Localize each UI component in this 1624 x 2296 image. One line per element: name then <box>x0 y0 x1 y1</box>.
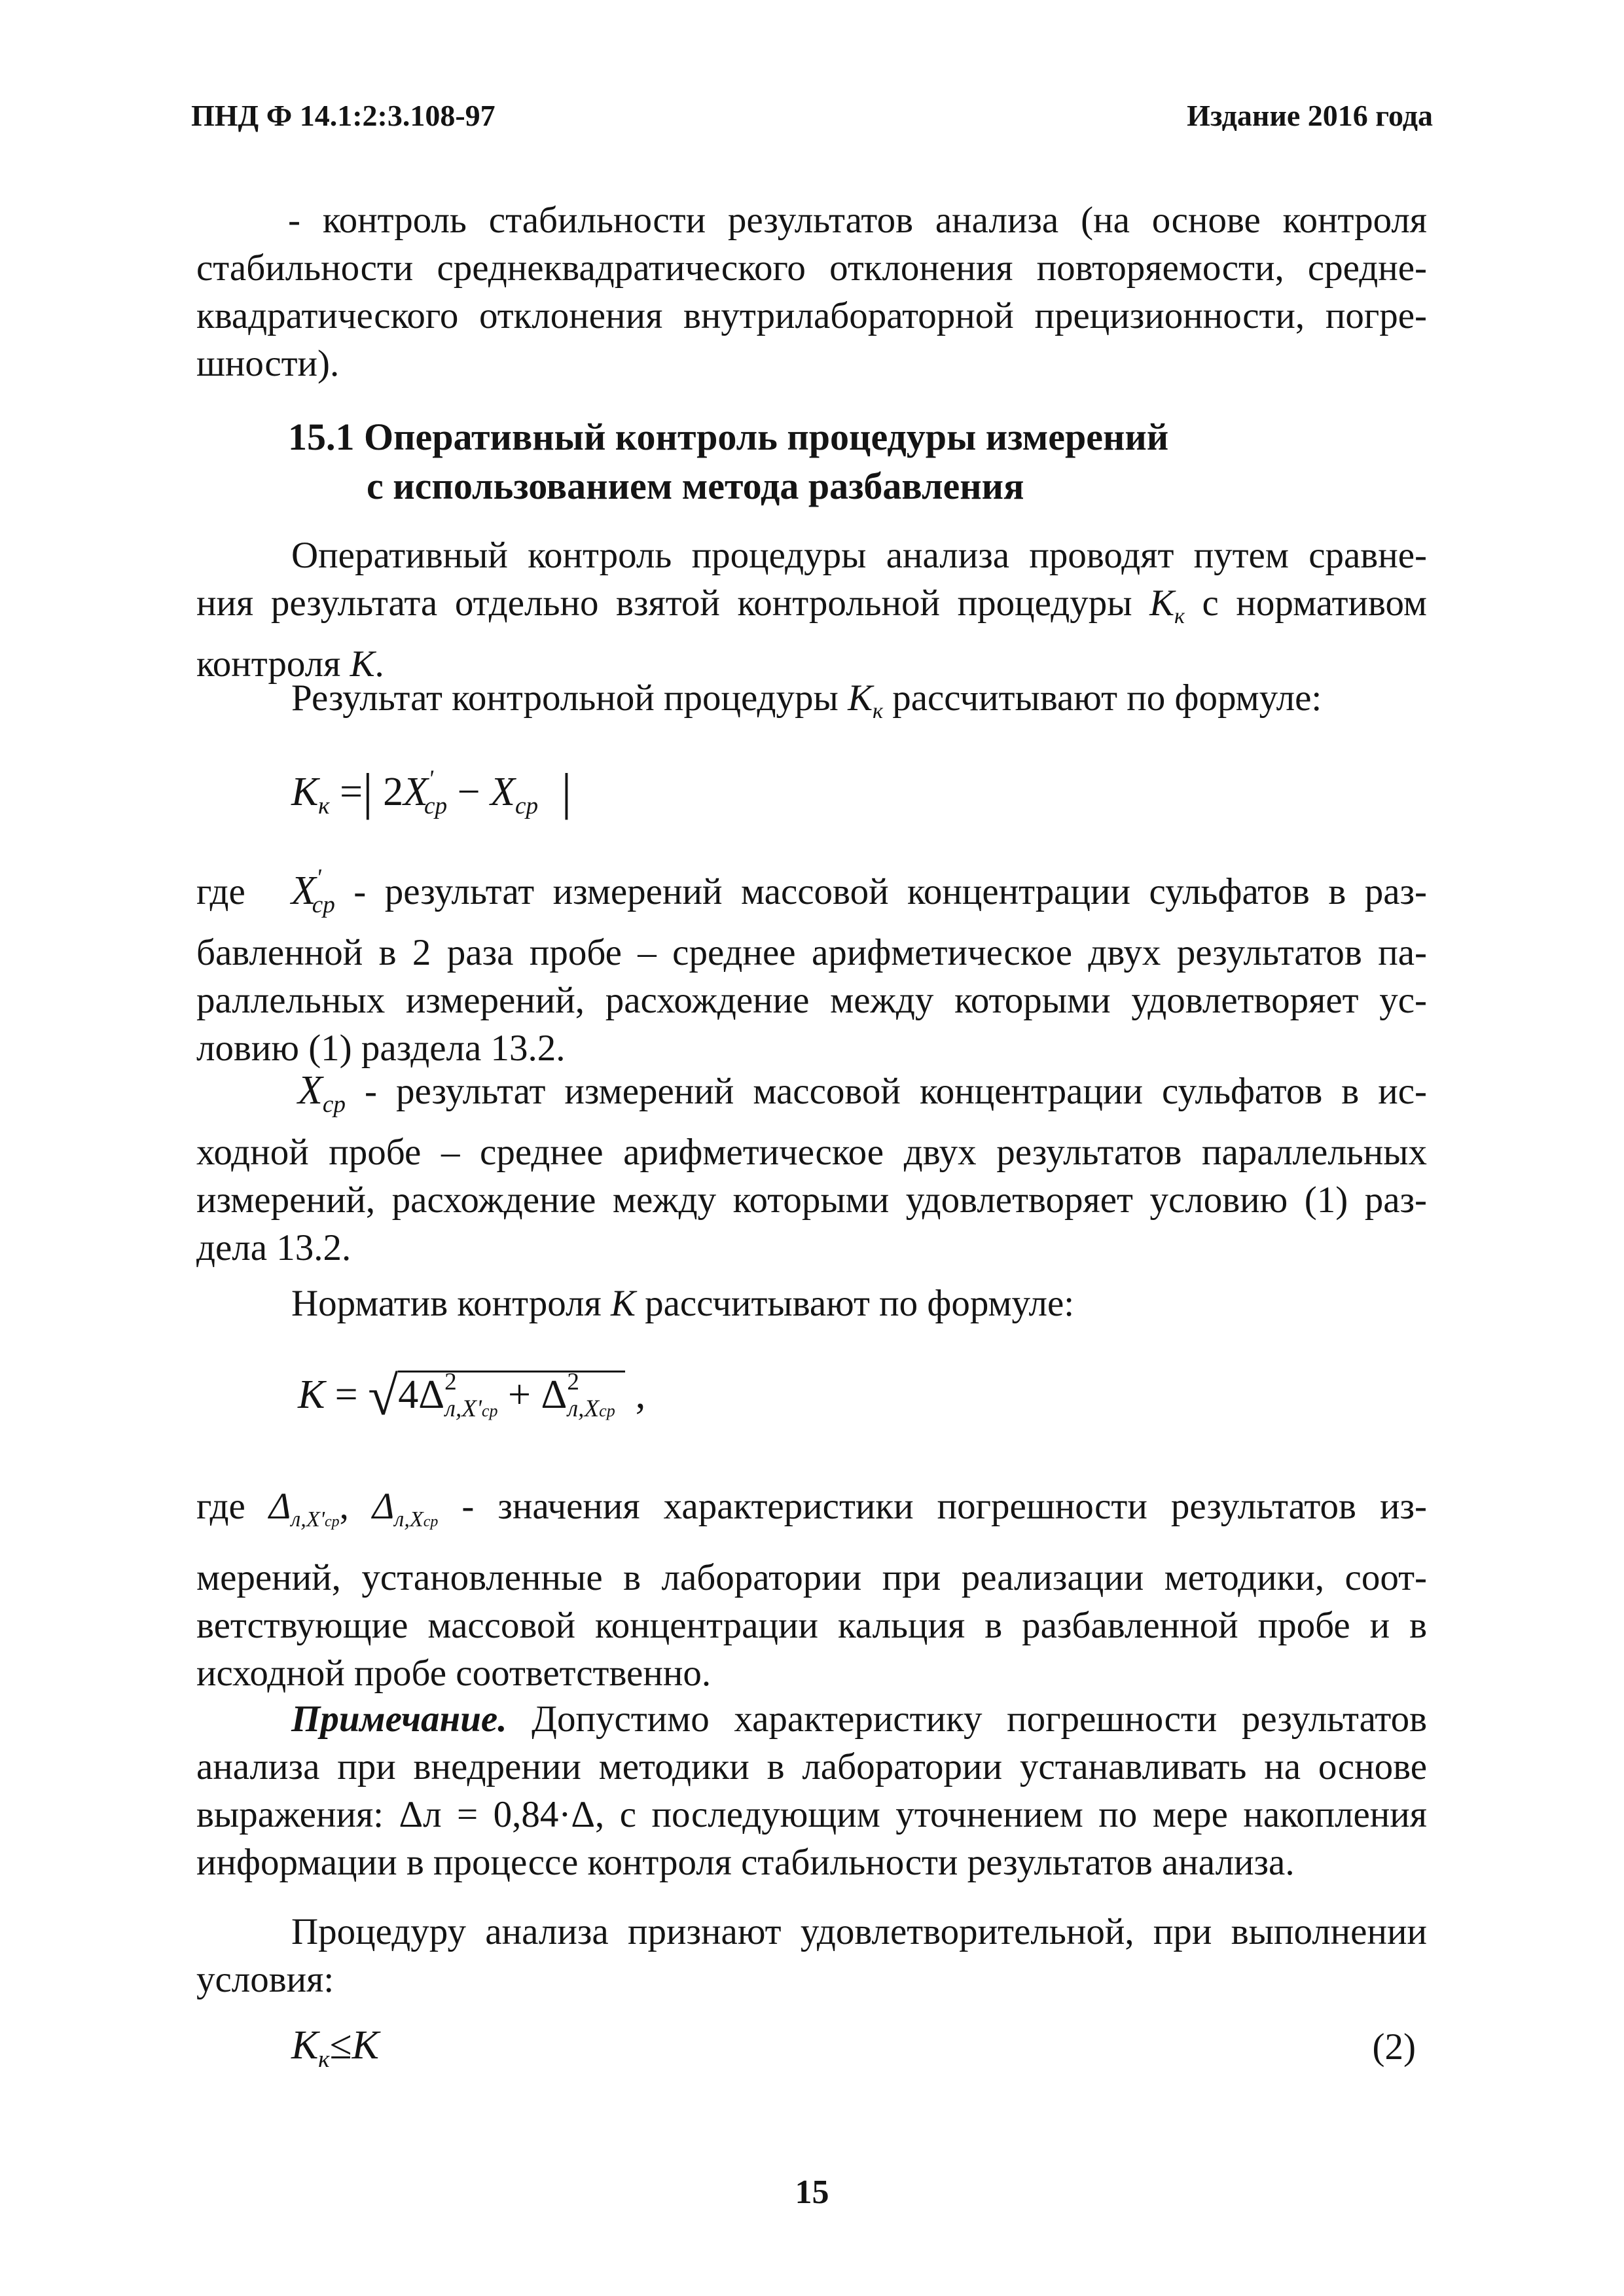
symbol-k: К <box>610 1283 636 1324</box>
paragraph-k-calc <box>196 1280 1427 1327</box>
formula-condition: $К_к\le К$ <box>291 2023 379 2073</box>
para3-line-1: Норматив контроля К рассчитывают по формуле: <box>291 1283 1075 1324</box>
intro-line-3: квадратического отклонения внутрилабораторной прецизионности, погре- <box>196 295 1427 336</box>
where2-line-1: $X_{ср}$ - результат измерений массовой концентрации сульфатов в ис- <box>298 1068 1428 1119</box>
where3-line-4: исходной пробе соответственно. <box>196 1652 712 1694</box>
para4-line-1: Процедуру анализа признают удовлетворительной, при выполнении <box>291 1911 1427 1952</box>
sqrt-radicand: $4\Delta^2_{л,X'ср} + \Delta^2_{л,Xср}$ <box>398 1368 625 1423</box>
page-number: 15 <box>795 2174 829 2211</box>
para1-line-2: ния результата отдельно взятой контрольной процедуры $К_к$ с нормативом <box>196 583 1427 628</box>
note-line-1: Примечание. Допустимо характеристику погрешности результатов <box>291 1698 1427 1740</box>
where1-line-3: раллельных измерений, расхождение между которыми удовлетворяет ус- <box>196 979 1427 1021</box>
para1-line-3: контроля К. <box>196 643 384 685</box>
where1-line-4: ловию (1) раздела 13.2. <box>196 1027 566 1069</box>
symbol-delta-l-x-prime: $\Delta_{л,X'ср}$ <box>268 1486 340 1532</box>
symbol-x-cp: $X_{ср}$ <box>298 1068 346 1119</box>
note-line-2: анализа при внедрении методики в лаборатории устанавливать на основе <box>196 1746 1427 1787</box>
intro-paragraph <box>196 196 1427 387</box>
symbol-x-prime-cp: $X'_{ср}$ <box>291 865 335 918</box>
paragraph-kk-calc <box>196 674 1427 735</box>
note-line-4: информации в процессе контроля стабильности результатов анализа. <box>196 1842 1295 1883</box>
section-heading-line-1: 15.1 Оперативный контроль процедуры измерений <box>288 416 1169 458</box>
note-block <box>196 1695 1427 1886</box>
para2-line-1: Результат контрольной процедуры $К_к$ рассчитывают по формуле: <box>291 677 1322 723</box>
where3-line-2: мерений, установленные в лаборатории при реализации методики, соот- <box>196 1556 1427 1598</box>
formula-k: К = √ $4\Delta^2_{л,X'ср} + \Delta^2_{л,Xср}$ , <box>298 1366 646 1427</box>
definition-x-prime <box>196 854 1427 1072</box>
symbol-kk: $К_к$ <box>1149 583 1185 628</box>
equation-number: (2) <box>1372 2026 1416 2068</box>
paragraph-operational-control <box>196 531 1427 688</box>
where2-line-4: дела 13.2. <box>196 1227 352 1269</box>
intro-line-4: шности). <box>196 343 340 384</box>
para1-line-1: Оперативный контроль процедуры анализа проводят путем сравне- <box>291 535 1427 576</box>
note-line-3: выражения: Δл = 0,84·Δ, с последующим уточнением по мере накопления <box>196 1794 1427 1835</box>
sqrt-sign: √ <box>368 1366 399 1427</box>
symbol-kk: $К_к$ <box>848 677 883 723</box>
formula-kk: $К_к$ =| $2X'_{ср} - X_{ср}$ | <box>291 763 572 820</box>
where2-line-2: ходной пробе – среднее арифметическое двух результатов параллельных <box>196 1132 1427 1174</box>
where3-line-1: где $\Delta_{л,X'ср}$, $\Delta_{л,Xср}$ - значения характеристики погрешности результатов из- <box>196 1486 1428 1532</box>
section-heading <box>288 412 1168 511</box>
document-code: ПНД Ф 14.1:2:3.108-97 <box>191 99 496 132</box>
para4-line-2: условия: <box>196 1959 334 2000</box>
definition-delta <box>196 1482 1427 1697</box>
intro-line-2: стабильности среднеквадратического отклонения повторяемости, средне- <box>196 247 1427 289</box>
paragraph-condition <box>196 1908 1427 2003</box>
definition-x-cp <box>196 1067 1427 1272</box>
intro-line-1: - контроль стабильности результатов анализа (на основе контроля <box>288 200 1427 241</box>
where3-line-3: ветствующие массовой концентрации кальция в разбавленной пробе и в <box>196 1604 1427 1646</box>
where1-line-1: где $X'_{ср}$ - результат измерений массовой концентрации сульфатов в раз- <box>196 865 1427 918</box>
symbol-k: К <box>350 643 375 685</box>
where1-line-2: бавленной в 2 раза пробе – среднее арифметическое двух результатов па- <box>196 931 1427 973</box>
where2-line-3: измерений, расхождение между которыми удовлетворяет условию (1) раз- <box>196 1179 1427 1221</box>
symbol-delta-l-x: $\Delta_{л,Xср}$ <box>372 1486 439 1532</box>
note-label: Примечание. <box>291 1698 507 1740</box>
section-heading-line-2: с использованием метода разбавления <box>367 465 1024 507</box>
edition-label: Издание 2016 года <box>1187 99 1433 132</box>
